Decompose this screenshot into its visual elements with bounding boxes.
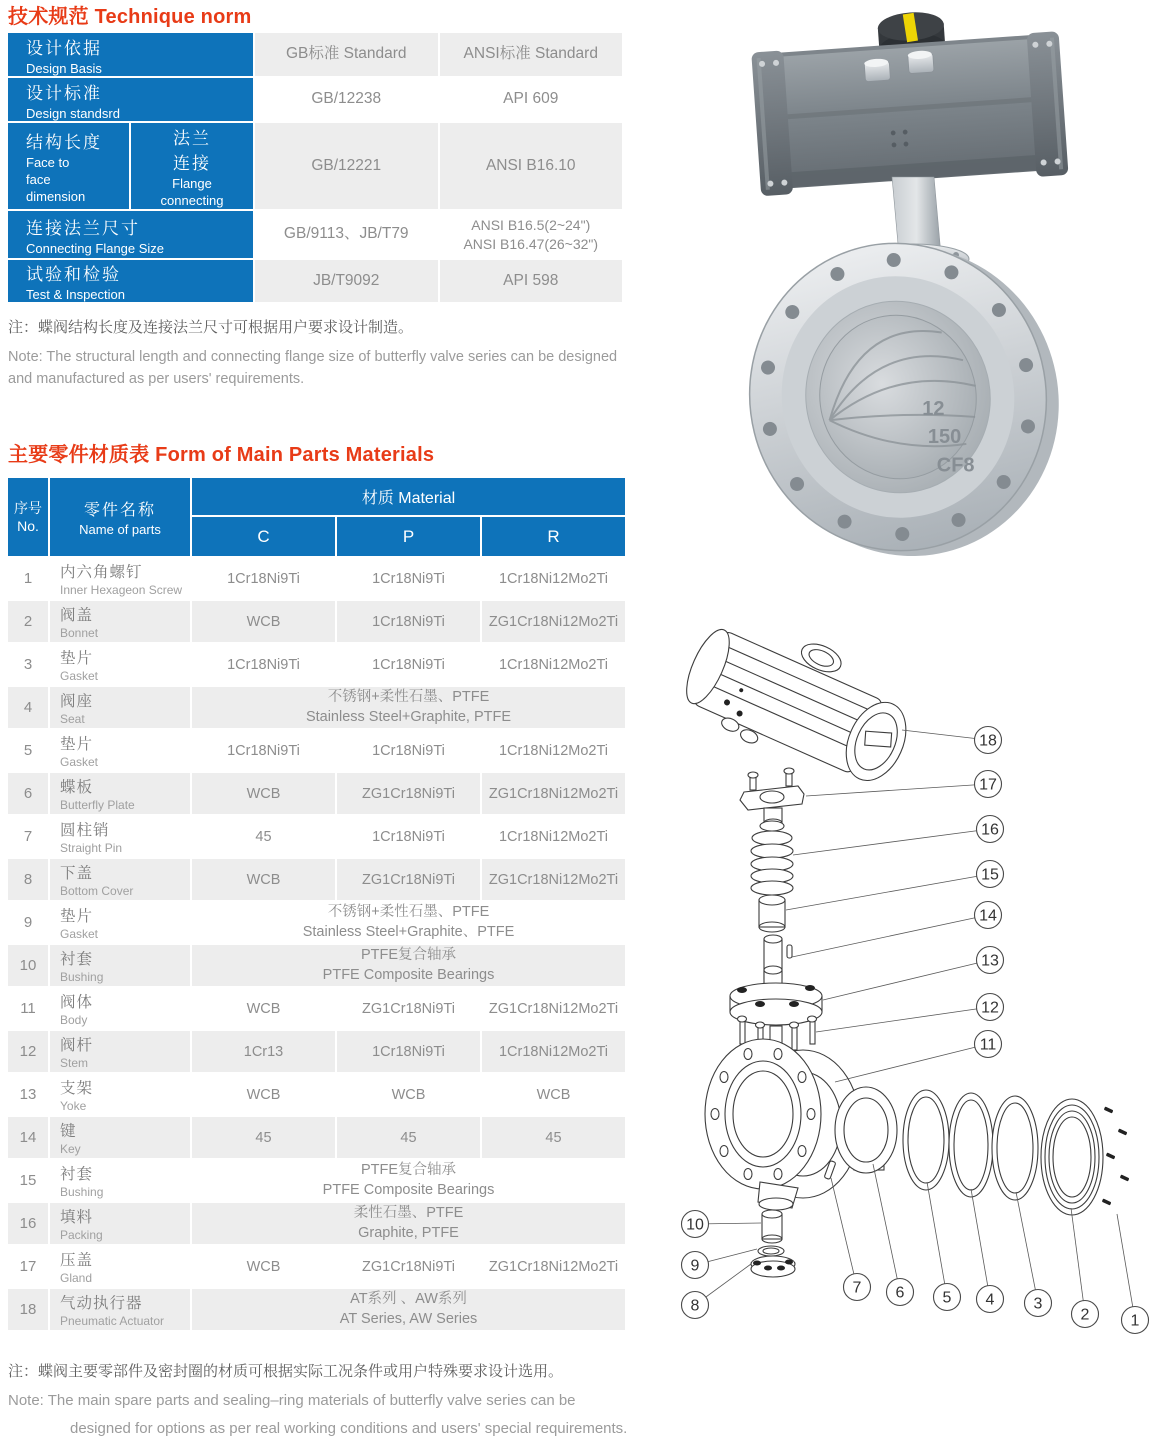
parts-cell-no: 8: [8, 859, 48, 900]
parts-table-row: [8, 773, 625, 814]
parts-cell-name: [50, 1289, 190, 1330]
part-name-zh: 垫片: [60, 650, 94, 667]
part-name-en: Gasket: [60, 927, 99, 941]
part-name-zh: 阀盖: [60, 607, 94, 624]
exploded-seal-rings: [903, 1090, 1038, 1200]
parts-cell-name: [50, 730, 190, 771]
callout-leader-line: [823, 960, 990, 1000]
parts-cell-material-p: ZG1Cr18Ni9Ti: [337, 988, 480, 1029]
part-name-en: Butterfly Plate: [60, 798, 135, 812]
material-span-en: Graphite, PTFE: [358, 1224, 459, 1241]
part-name-en: Seat: [60, 712, 85, 726]
parts-cell-material-span: [192, 1203, 625, 1244]
parts-cell-name: [50, 902, 190, 943]
section-title-en: Form of Main Parts Materials: [155, 444, 435, 466]
callout-leader-line: [816, 1007, 990, 1032]
parts-cell-name: [50, 1246, 190, 1287]
materials-note-en-line2: designed for options as per real working conditions and users' special requirements.: [70, 1420, 628, 1437]
parts-cell-material-p: ZG1Cr18Ni9Ti: [337, 859, 480, 900]
technique-note: [8, 316, 633, 391]
parts-cell-name: [50, 601, 190, 642]
callout-number: 6: [895, 1284, 905, 1302]
materials-note-en-line1: Note: The main spare parts and sealing–ring materials of butterfly valve series can be: [8, 1392, 576, 1409]
parts-cell-material-r: ZG1Cr18Ni12Mo2Ti: [482, 1246, 625, 1287]
part-name-zh: 填料: [60, 1209, 94, 1226]
callout-number: 2: [1080, 1306, 1090, 1324]
callout-number: 10: [686, 1216, 704, 1234]
pneumatic-actuator: [749, 5, 1068, 196]
parts-cell-material-c: WCB: [192, 601, 335, 642]
callout-number: 8: [690, 1297, 700, 1315]
tech-row-design-standard: [8, 78, 622, 121]
callout-leader-line: [806, 784, 988, 796]
parts-cell-material-c: 1Cr18Ni9Ti: [192, 558, 335, 599]
disc-marking-size: 12: [922, 397, 945, 420]
parts-cell-material-c: 1Cr18Ni9Ti: [192, 730, 335, 771]
material-span-zh: 柔性石墨、PTFE: [353, 1204, 464, 1221]
tech-row-connecting-flange: [8, 211, 622, 258]
diagram-callout-10: [682, 1211, 762, 1238]
parts-cell-material-r: WCB: [482, 1074, 625, 1115]
parts-cell-material-p: 1Cr18Ni9Ti: [337, 816, 480, 857]
part-name-zh: 下盖: [60, 865, 94, 882]
technique-note-en: Note: The structural length and connecting flange size of butterfly valve series can be designed and manufactured as per users' requirements.: [8, 349, 618, 388]
part-name-zh: 阀体: [60, 994, 94, 1011]
parts-cell-no: 6: [8, 773, 48, 814]
parts-table-row: [8, 1289, 625, 1330]
callout-number: 9: [690, 1257, 700, 1275]
tech-cell-ansi: API 598: [440, 260, 623, 302]
parts-cell-no: 15: [8, 1160, 48, 1201]
parts-cell-material-p: 1Cr18Ni9Ti: [337, 644, 480, 685]
parts-cell-material-r: ZG1Cr18Ni12Mo2Ti: [482, 859, 625, 900]
callout-number: 5: [942, 1289, 952, 1307]
parts-table-row: [8, 644, 625, 685]
callout-leader-line: [786, 874, 990, 910]
parts-table-row: [8, 1246, 625, 1287]
tech-row-label: 连接法兰尺寸 Connecting Flange Size: [8, 211, 253, 258]
callout-number: 18: [979, 732, 997, 750]
parts-table-row: [8, 1160, 625, 1201]
diagram-callout-7: [831, 1178, 871, 1301]
callout-number: 13: [981, 952, 999, 970]
part-name-en: Straight Pin: [60, 841, 123, 855]
parts-cell-name: [50, 1117, 190, 1158]
exploded-disc: [835, 1087, 897, 1173]
diagram-callout-4: [971, 1189, 1004, 1313]
section-title-zh: 技术规范: [8, 6, 89, 28]
parts-cell-no: 9: [8, 902, 48, 943]
parts-cell-material-c: 45: [192, 816, 335, 857]
exploded-screws: [1102, 1106, 1130, 1205]
part-name-en: Pneumatic Actuator: [60, 1314, 165, 1328]
callout-number: 15: [981, 866, 999, 884]
callout-number: 3: [1033, 1295, 1043, 1313]
callout-leader-line: [793, 829, 990, 855]
diagram-callout-9: [682, 1249, 758, 1279]
exploded-bracket: [740, 768, 804, 827]
parts-cell-material-p: 45: [337, 1117, 480, 1158]
part-name-en: Bushing: [60, 1185, 104, 1199]
tech-row-design-basis: [8, 33, 622, 76]
parts-table-row: [8, 687, 625, 728]
header-col-c: C: [192, 517, 335, 556]
parts-table-header: [8, 478, 625, 556]
exploded-lower-bushing: [762, 1210, 782, 1243]
part-name-en: Bottom Cover: [60, 884, 134, 898]
header-col-r: R: [482, 517, 625, 556]
parts-cell-name: [50, 1074, 190, 1115]
part-name-en: Stem: [60, 1056, 89, 1070]
parts-cell-no: 10: [8, 945, 48, 986]
part-name-zh: 垫片: [60, 736, 94, 753]
part-name-en: Gasket: [60, 669, 99, 683]
part-name-en: Inner Hexageon Screw: [60, 583, 183, 597]
parts-table-row: [8, 859, 625, 900]
parts-cell-material-r: 1Cr18Ni12Mo2Ti: [482, 644, 625, 685]
callout-leader-line: [835, 1044, 988, 1082]
part-name-en: Bonnet: [60, 626, 99, 640]
parts-cell-material-span: [192, 945, 625, 986]
parts-cell-material-p: 1Cr18Ni9Ti: [337, 601, 480, 642]
parts-cell-material-c: 1Cr18Ni9Ti: [192, 644, 335, 685]
material-span-en: PTFE Composite Bearings: [322, 966, 495, 983]
parts-cell-material-r: ZG1Cr18Ni12Mo2Ti: [482, 773, 625, 814]
parts-cell-name: [50, 687, 190, 728]
exploded-gasket: [758, 1246, 784, 1256]
parts-cell-material-p: 1Cr18Ni9Ti: [337, 558, 480, 599]
callout-number: 4: [985, 1291, 995, 1309]
material-span-en: AT Series, AW Series: [339, 1310, 478, 1327]
callout-number: 16: [981, 821, 999, 839]
parts-cell-name: [50, 773, 190, 814]
parts-cell-no: 4: [8, 687, 48, 728]
parts-cell-no: 11: [8, 988, 48, 1029]
parts-cell-no: 14: [8, 1117, 48, 1158]
exploded-upper-bushing: [759, 895, 785, 932]
parts-cell-material-p: WCB: [337, 1074, 480, 1115]
header-material-group: [192, 478, 625, 556]
parts-cell-name: [50, 859, 190, 900]
tech-row-test-inspection: [8, 260, 622, 302]
callout-leader-line: [1117, 1214, 1135, 1320]
section-title-en: Technique norm: [94, 6, 252, 28]
parts-cell-name: [50, 644, 190, 685]
parts-cell-material-r: 1Cr18Ni12Mo2Ti: [482, 1031, 625, 1072]
header-col-p: P: [337, 517, 480, 556]
materials-note: [8, 1360, 638, 1437]
callout-leader-line: [1016, 1192, 1038, 1303]
parts-cell-material-r: 45: [482, 1117, 625, 1158]
header-no: 序号 No.: [8, 478, 48, 556]
disc-marking-material: CF8: [936, 454, 975, 477]
part-name-zh: 蝶板: [60, 779, 94, 796]
callout-leader-line: [831, 1178, 857, 1287]
part-name-en: Packing: [60, 1228, 103, 1242]
parts-cell-material-span: [192, 902, 625, 943]
callout-number: 11: [979, 1036, 997, 1054]
parts-cell-material-span: [192, 687, 625, 728]
tech-row-label: 设计依据 Design Basis: [8, 33, 253, 76]
parts-table-row: [8, 558, 625, 599]
parts-table-row: [8, 902, 625, 943]
parts-table-row: [8, 816, 625, 857]
tech-cell-gb: JB/T9092: [255, 260, 438, 302]
parts-cell-name: [50, 558, 190, 599]
part-name-en: Yoke: [60, 1099, 87, 1113]
parts-cell-material-r: 1Cr18Ni12Mo2Ti: [482, 816, 625, 857]
diagram-callout-3: [1016, 1192, 1052, 1317]
material-span-zh: 不锈钢+柔性石墨、PTFE: [327, 688, 490, 705]
parts-table-row: [8, 1117, 625, 1158]
part-name-zh: 衬套: [60, 1166, 94, 1183]
callout-leader-line: [927, 1182, 947, 1297]
tech-cell-ansi: ANSI B16.10: [440, 123, 623, 209]
technique-note-zh: 注：蝶阀结构长度及连接法兰尺寸可根据用户要求设计制造。: [8, 319, 414, 336]
tech-cell-ansi: ANSI标准 Standard: [440, 33, 623, 76]
parts-cell-material-r: 1Cr18Ni12Mo2Ti: [482, 730, 625, 771]
parts-cell-no: 16: [8, 1203, 48, 1244]
exploded-retainer-ring: [1041, 1099, 1103, 1215]
part-name-zh: 支架: [60, 1080, 94, 1097]
part-name-zh: 阀杆: [60, 1037, 94, 1054]
material-span-zh: PTFE复合轴承: [360, 1161, 457, 1178]
callout-number: 7: [852, 1279, 862, 1297]
diagram-callout-18: [902, 727, 1002, 754]
parts-cell-no: 2: [8, 601, 48, 642]
header-name-of-parts: 零件名称 Name of parts: [50, 478, 190, 556]
diagram-callout-1: [1117, 1214, 1149, 1334]
callout-number: 12: [981, 999, 999, 1017]
parts-cell-no: 17: [8, 1246, 48, 1287]
diagram-callout-12: [816, 994, 1004, 1033]
parts-table-row: [8, 988, 625, 1029]
parts-cell-no: 5: [8, 730, 48, 771]
parts-cell-no: 12: [8, 1031, 48, 1072]
parts-cell-material-span: [192, 1289, 625, 1330]
part-name-zh: 阀座: [60, 693, 94, 710]
callout-number: 14: [979, 907, 997, 925]
parts-cell-material-p: 1Cr18Ni9Ti: [337, 1031, 480, 1072]
diagram-callout-16: [793, 816, 1004, 856]
parts-cell-material-p: ZG1Cr18Ni9Ti: [337, 1246, 480, 1287]
tech-cell-gb: GB/12221: [255, 123, 438, 209]
part-name-zh: 气动执行器: [60, 1295, 143, 1312]
diagram-callout-13: [823, 947, 1004, 1001]
part-name-zh: 压盖: [60, 1252, 94, 1269]
parts-cell-no: 18: [8, 1289, 48, 1330]
diagram-callout-11: [835, 1031, 1002, 1083]
disc-marking-class: 150: [927, 426, 962, 449]
valve-body-flange: [717, 209, 1091, 560]
material-span-zh: 不锈钢+柔性石墨、PTFE: [327, 903, 490, 920]
material-span-en: PTFE Composite Bearings: [322, 1181, 495, 1198]
parts-cell-no: 13: [8, 1074, 48, 1115]
parts-cell-no: 3: [8, 644, 48, 685]
exploded-spring-washers: [751, 821, 793, 895]
parts-cell-material-p: ZG1Cr18Ni9Ti: [337, 773, 480, 814]
diagram-callout-15: [786, 861, 1004, 911]
tech-cell-ansi: ANSI B16.5(2~24") ANSI B16.47(26~32"): [463, 216, 599, 252]
parts-table-row: [8, 1074, 625, 1115]
callout-layer: [682, 727, 1149, 1334]
header-material-columns: [192, 517, 625, 556]
tech-cell-ansi: API 609: [503, 90, 559, 108]
main-parts-materials-table: [8, 478, 625, 1332]
tech-cell-gb: GB标准 Standard: [255, 33, 438, 76]
parts-cell-name: [50, 1203, 190, 1244]
part-name-en: Gland: [60, 1271, 93, 1285]
parts-cell-material-c: WCB: [192, 1074, 335, 1115]
diagram-callout-17: [806, 771, 1002, 798]
parts-cell-name: [50, 1160, 190, 1201]
parts-cell-material-c: WCB: [192, 773, 335, 814]
parts-cell-material-c: WCB: [192, 859, 335, 900]
parts-cell-material-r: 1Cr18Ni12Mo2Ti: [482, 558, 625, 599]
parts-table-row: [8, 1203, 625, 1244]
section-title-main-parts-materials: [8, 438, 434, 467]
part-name-en: Bushing: [60, 970, 104, 984]
parts-cell-material-c: WCB: [192, 1246, 335, 1287]
diagram-callout-2: [1071, 1208, 1099, 1328]
parts-cell-name: [50, 988, 190, 1029]
material-span-zh: AT系列 、AW系列: [350, 1290, 467, 1307]
parts-cell-material-c: 45: [192, 1117, 335, 1158]
materials-note-zh: 注：蝶阀主要零部件及密封圈的材质可根据实际工况条件或用户特殊要求设计选用。: [8, 1363, 564, 1380]
part-name-en: Gasket: [60, 755, 99, 769]
tech-row-face-to-face: [8, 123, 622, 209]
tech-row-label: 试验和检验 Test & Inspection: [8, 260, 253, 302]
parts-cell-material-p: 1Cr18Ni9Ti: [337, 730, 480, 771]
parts-table-row: [8, 601, 625, 642]
material-span-zh: PTFE复合轴承: [360, 946, 457, 963]
section-title-technique-norm: [8, 0, 251, 29]
tech-cell-gb: GB/9113、JB/T79: [283, 225, 409, 243]
callout-leader-line: [971, 1189, 990, 1299]
parts-cell-name: [50, 1031, 190, 1072]
parts-cell-no: 7: [8, 816, 48, 857]
part-name-zh: 衬套: [60, 951, 94, 968]
tech-cell-gb: GB/12238: [311, 90, 382, 108]
parts-table-body: [8, 558, 625, 1330]
material-span-en: Stainless Steel+Graphite, PTFE: [305, 708, 512, 725]
butterfly-valve-photo: [640, 5, 1150, 560]
diagram-callout-5: [927, 1182, 961, 1311]
exploded-view-diagram: [640, 612, 1150, 1352]
header-material: 材质 Material: [192, 478, 625, 515]
parts-cell-name: [50, 945, 190, 986]
callout-leader-line: [873, 1164, 900, 1292]
part-name-en: Key: [60, 1142, 81, 1156]
tech-row-label-face-to-face: 结构长度 Face to face dimension: [8, 123, 129, 209]
parts-cell-name: [50, 816, 190, 857]
parts-cell-material-span: [192, 1160, 625, 1201]
technique-norm-table: [8, 33, 622, 304]
tech-row-label: 设计标准 Design standsrd: [8, 78, 253, 121]
parts-cell-no: 1: [8, 558, 48, 599]
exploded-bottom-cover: [751, 1256, 795, 1277]
callout-number: 17: [979, 776, 997, 794]
part-name-en: Body: [60, 1013, 88, 1027]
part-name-zh: 内六角螺钉: [60, 564, 143, 581]
material-span-en: Stainless Steel+Graphite、PTFE: [302, 923, 515, 940]
callout-leader-line: [792, 915, 988, 957]
callout-leader-line: [1071, 1208, 1085, 1314]
section-title-zh: 主要零件材质表: [8, 444, 150, 466]
diagram-callout-6: [873, 1164, 914, 1306]
part-name-zh: 键: [60, 1123, 77, 1140]
parts-cell-material-r: ZG1Cr18Ni12Mo2Ti: [482, 601, 625, 642]
parts-table-row: [8, 1031, 625, 1072]
part-name-zh: 圆柱销: [60, 822, 110, 839]
tech-row-label-flange-connecting: 法兰 连接 Flange connecting: [131, 123, 253, 209]
parts-cell-material-r: ZG1Cr18Ni12Mo2Ti: [482, 988, 625, 1029]
parts-table-row: [8, 730, 625, 771]
parts-table-row: [8, 945, 625, 986]
part-name-zh: 垫片: [60, 908, 94, 925]
exploded-actuator: [673, 612, 928, 801]
callout-number: 1: [1130, 1312, 1140, 1330]
parts-cell-material-c: 1Cr13: [192, 1031, 335, 1072]
parts-cell-material-c: WCB: [192, 988, 335, 1029]
diagram-callout-14: [792, 902, 1002, 958]
